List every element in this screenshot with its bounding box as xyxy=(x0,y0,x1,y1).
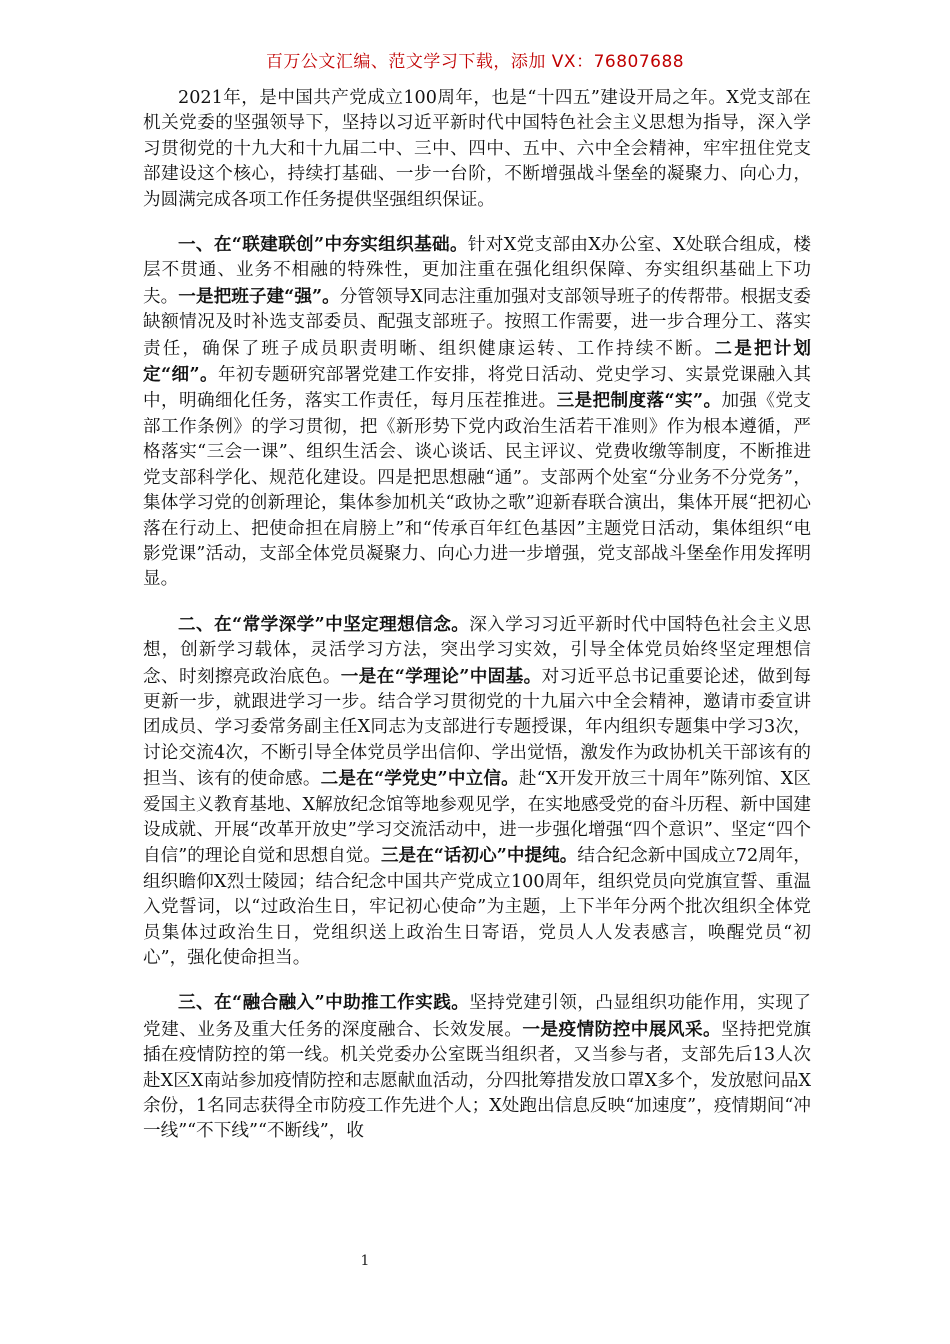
paragraph-text: 结合纪念新中国成立72周年，组织瞻仰X烈士陵园；结合纪念中国共产党成立100周年，组织党员向党旗宣誓、重温入党誓词，以“过政治生日，牢记初心使命”为主题，上下半年分两个批次组织全体党员集体过政治生日，党组织送上政治生日寄语，党员人人发表感言，唤醒党员“初心”，强化使命担当。 xyxy=(143,846,812,968)
point-heading: 一是把班子建“强”。 xyxy=(178,285,340,307)
paragraph-text: 分管领导X同志注重加强对支部领导班子的传帮带。根据支委缺额情况及时补选支部委员、配强支部班子。按照工作需要，进一步合理分工、落实责任，确保了班子成员职责明晰、组织健康运转、工作持续不断。 xyxy=(143,286,811,359)
paragraph-text: 赴“X开发开放三十周年”陈列馆、X区爱国主义教育基地、X解放纪念馆等地参观见学，在实地感受党的奋斗历程、新中国建设成就、开展“改革开放史”学习交流活动中，进一步强化增强“四个意识”、坚定“四个自信”的理论自觉和思想自觉。 xyxy=(143,769,811,867)
paragraph-text: 坚持党建引领，凸显组织功能作用，实现了党建、业务及重大任务的深度融合、长效发展。 xyxy=(143,993,811,1040)
paragraph-intro xyxy=(143,86,811,213)
paragraph-section-two xyxy=(143,612,811,972)
section-heading: 一、在“联建联创”中夯实组织基础。 xyxy=(178,234,468,256)
point-heading: 二是把计划定“细”。 xyxy=(143,337,811,386)
section-heading: 二、在“常学深学”中坚定理想信念。 xyxy=(178,613,470,635)
page-number: 1 xyxy=(360,1253,370,1269)
paragraph-text: 对习近平总书记重要论述，做到每更新一步，就跟进学习一步。结合学习贯彻党的十九届六中全会精神，邀请市委宣讲团成员、学习委常务副主任X同志为支部进行专题授课，年内组织专题集中学习3次，讨论交流4次，不断引导全体党员学出信仰、学出觉悟，激发作为政协机关干部该有的担当、该有的使命感。 xyxy=(143,666,811,790)
section-heading: 三、在“融合融入”中助推工作实践。 xyxy=(178,992,470,1014)
point-heading: 一是在“学理论”中固基。 xyxy=(340,665,542,687)
paragraph-text: 2021年，是中国共产党成立100周年，也是“十四五”建设开局之年。X党支部在机关党委的坚强领导下，坚持以习近平新时代中国特色社会主义思想为指导，深入学习贯彻党的十九大和十九届二中、三中、四中、五中、六中全会精神，牢牢扭住党支部建设这个核心，持续打基础、一步一台阶，不断增强战斗堡垒的凝聚力、向心力，为圆满完成各项工作任务提供坚强组织保证。 xyxy=(143,88,811,210)
paragraph-text: 加强《党支部工作条例》的学习贯彻，把《新形势下党内政治生活若干准则》作为根本遵循，严格落实“三会一课”、组织生活会、谈心谈话、民主评议、党费收缴等制度，不断推进党支部科学化、规范化建设。四是把思想融“通”。支部两个处室“分业务不分党务”，集体学习党的创新理论，集体参加机关“政协之歌”迎新春联合演出，集体开展“把初心落在行动上、把使命担在肩膀上”和“传承百年红色基因”主题党日活动，集体组织“电影党课”活动，支部全体党员凝聚力、向心力进一步增强，党支部战斗堡垒作用发挥明显。 xyxy=(143,391,811,590)
paragraph-text: 年初专题研究部署党建工作安排，将党日活动、党史学习、实景党课融入其中，明确细化任务，落实工作责任，每月压茬推进。 xyxy=(143,365,811,412)
point-heading: 三是在“话初心”中提纯。 xyxy=(380,845,578,867)
point-heading: 二是在“学党史”中立信。 xyxy=(320,768,519,790)
paragraph-section-three xyxy=(143,990,811,1144)
paragraph-text: 针对X党支部由X办公室、X处联合组成，楼层不贯通、业务不相融的特殊性，更加注重在强化组织保障、夯实组织基础上下功夫。 xyxy=(143,235,812,307)
paragraph-section-one xyxy=(143,232,811,593)
document-body xyxy=(143,86,811,1164)
paragraph-text: 深入学习习近平新时代中国特色社会主义思想，创新学习载体，灵活学习方法，突出学习实效，引导全体党员始终坚定理想信念、时刻擦亮政治底色。 xyxy=(143,614,811,687)
paragraph-text: 坚持把党旗插在疫情防控的第一线。机关党委办公室既当组织者，又当参与者，支部先后13人次赴X区X南站参加疫情防控和志愿献血活动，分四批筹措发放口罩X多个，发放慰问品X余份，1名同志获得全市防疫工作先进个人；X处跑出信息反映“加速度”，疫情期间“冲一线”“不下线”“不断线”，收 xyxy=(143,1019,811,1142)
point-heading: 一是疫情防控中展风采。 xyxy=(522,1018,722,1040)
watermark-header: 百万公文汇编、范文学习下载，添加 VX：76807688 xyxy=(265,52,685,72)
point-heading: 三是把制度落“实”。 xyxy=(556,390,722,412)
